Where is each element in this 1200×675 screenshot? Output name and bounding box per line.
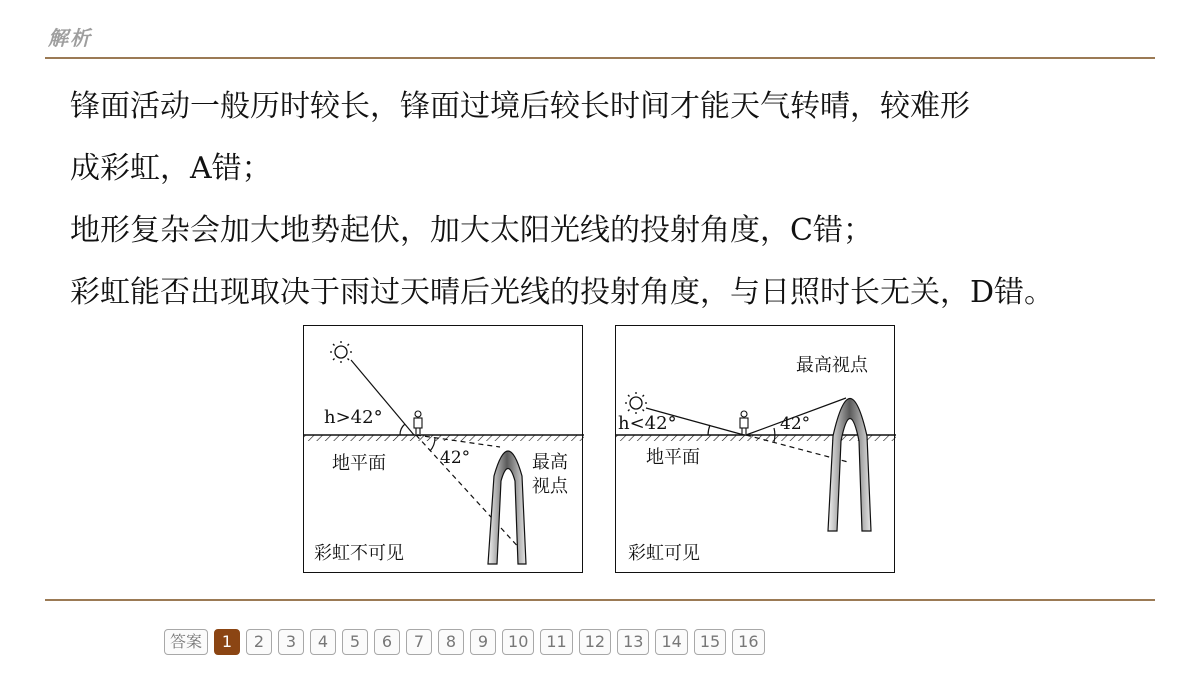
sun-icon	[330, 341, 352, 363]
page-button-13[interactable]: 13	[617, 629, 649, 655]
question-pager	[164, 628, 765, 656]
ground-label: 地平面	[646, 447, 700, 468]
highest-view-label-line2: 视点	[532, 476, 568, 497]
page-button-11[interactable]: 11	[540, 629, 572, 655]
sun-angle-label: h<42°	[618, 413, 677, 434]
diagram-rainbow-visible	[615, 325, 895, 573]
sun-angle-arc	[708, 425, 710, 435]
section-title: 解析	[48, 26, 92, 50]
page-button-8[interactable]: 8	[438, 629, 464, 655]
page-button-7[interactable]: 7	[406, 629, 432, 655]
page-button-15[interactable]: 15	[694, 629, 726, 655]
sun-icon	[625, 392, 647, 414]
page-button-3[interactable]: 3	[278, 629, 304, 655]
page-button-12[interactable]: 12	[579, 629, 611, 655]
page-button-10[interactable]: 10	[502, 629, 534, 655]
explanation-line-3: 地形复杂会加大地势起伏，加大太阳光线的投射角度，C错；	[70, 213, 873, 248]
diagram-rainbow-invisible	[303, 325, 583, 573]
view-angle-label: 42°	[780, 414, 811, 434]
ground-label: 地平面	[332, 453, 386, 474]
header-divider	[45, 57, 1155, 59]
page-button-1[interactable]: 1	[214, 629, 240, 655]
highest-view-label: 最高视点	[796, 355, 868, 376]
page-button-2[interactable]: 2	[246, 629, 272, 655]
page-button-4[interactable]: 4	[310, 629, 336, 655]
page-button-14[interactable]: 14	[655, 629, 687, 655]
figure-caption: 彩虹可见	[628, 543, 700, 564]
page-button-9[interactable]: 9	[470, 629, 496, 655]
sun-angle-label: h>42°	[324, 407, 383, 428]
footer-divider	[45, 599, 1155, 601]
explanation-line-1: 锋面活动一般历时较长，锋面过境后较长时间才能天气转晴，较难形	[70, 89, 970, 124]
view-angle-label: 42°	[440, 448, 471, 468]
rainbow-arch	[828, 399, 871, 532]
ground-hatching	[304, 435, 584, 441]
person-icon	[414, 411, 422, 434]
person-icon	[740, 411, 748, 434]
answer-button[interactable]: 答案	[164, 629, 208, 655]
page-button-16[interactable]: 16	[732, 629, 764, 655]
rainbow-arch	[488, 451, 526, 564]
explanation-line-4: 彩虹能否出现取决于雨过天晴后光线的投射角度，与日照时长无关，D错。	[70, 275, 1055, 310]
page-button-5[interactable]: 5	[342, 629, 368, 655]
figure-caption: 彩虹不可见	[314, 543, 404, 564]
highest-view-label-line1: 最高	[532, 452, 568, 473]
explanation-line-2: 成彩虹，A错；	[70, 151, 272, 186]
sun-angle-arc	[400, 424, 405, 435]
page-button-6[interactable]: 6	[374, 629, 400, 655]
